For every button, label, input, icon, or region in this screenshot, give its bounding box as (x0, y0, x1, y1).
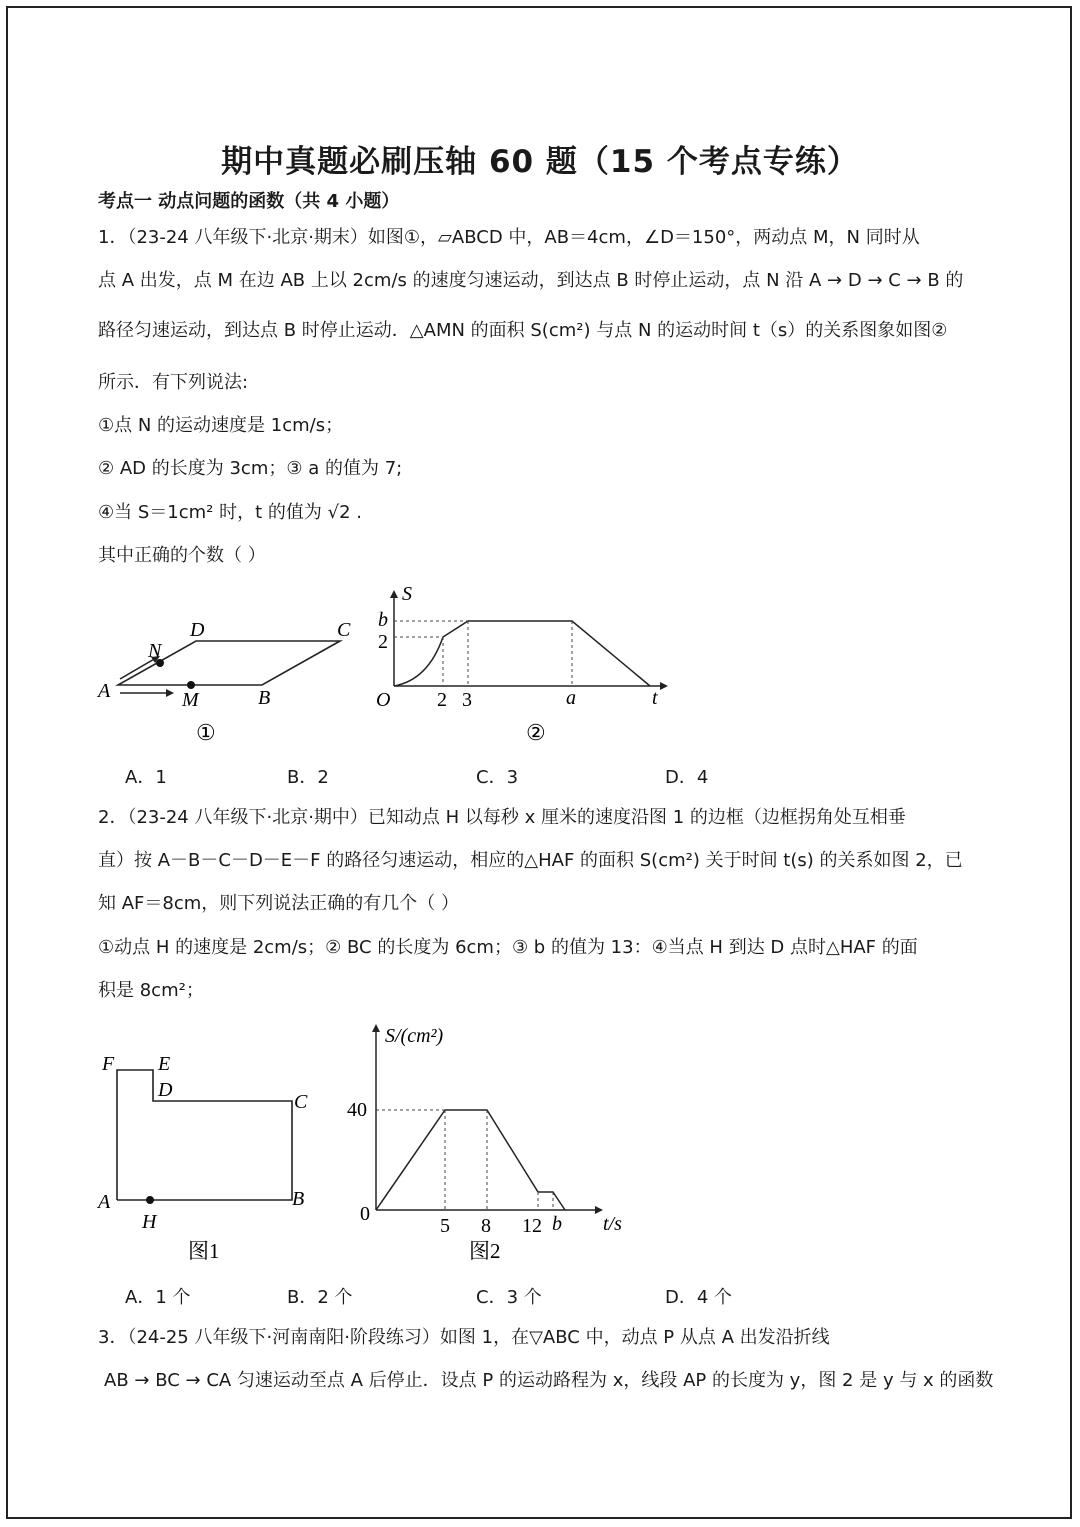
q2-option-c[interactable]: C．3 个 (476, 1287, 542, 1308)
q1-figure-1 (90, 600, 370, 750)
svg-text:C: C (294, 1091, 308, 1113)
svg-text:5: 5 (440, 1215, 450, 1237)
svg-text:E: E (158, 1053, 171, 1075)
caption-2: ② (526, 720, 546, 745)
q2-option-d[interactable]: D．4 个 (665, 1287, 733, 1308)
svg-text:2: 2 (378, 631, 388, 653)
point-h (146, 1196, 154, 1204)
q1-prompt: 其中正确的个数（ ） (98, 545, 266, 566)
svg-text:0: 0 (360, 1203, 370, 1225)
q1-line-4: 所示．有下列说法: (98, 372, 249, 393)
q1-figure-2 (368, 580, 688, 750)
frame-path (117, 1070, 292, 1200)
svg-text:F: F (102, 1053, 115, 1075)
svg-text:a: a (566, 687, 576, 709)
svg-text:12: 12 (522, 1215, 542, 1237)
page-title: 期中真题必刷压轴 60 题（15 个考点专练） (221, 144, 859, 180)
svg-text:8: 8 (481, 1215, 491, 1237)
svg-text:S/(cm²): S/(cm²) (385, 1025, 444, 1047)
q1-option-c[interactable]: C．3 (476, 767, 519, 788)
svg-text:t: t (652, 687, 658, 709)
svg-text:2: 2 (437, 689, 447, 711)
q2-line-5: 积是 8cm²； (98, 980, 204, 1001)
q1-line-3: 路径匀速运动，到达点 B 时停止运动．△AMN 的面积 S(cm²) 与点 N 的运动时间 t（s）的关系图象如图② (98, 320, 948, 341)
q1-option-d[interactable]: D．4 (665, 767, 709, 788)
point-m (187, 681, 195, 689)
svg-text:t/s: t/s (603, 1213, 622, 1235)
q1-option-b[interactable]: B．2 (287, 767, 329, 788)
q2-line-3: 知 AF＝8cm，则下列说法正确的有几个（ ） (98, 893, 459, 914)
q2-line-2: 直）按 A－B－C－D－E－F 的路径匀速运动，相应的△HAF 的面积 S(cm²) 关于时间 t(s) 的关系如图 2，已 (98, 850, 963, 871)
q3-line-2: AB → BC → CA 匀速运动至点 A 后停止．设点 P 的运动路程为 x，线段 AP 的长度为 y，图 2 是 y 与 x 的函数 (104, 1370, 994, 1391)
q1-line-1: 1．（23-24 八年级下·北京·期末）如图①，▱ABCD 中，AB＝4cm，∠D＝150°，两动点 M，N 同时从 (98, 227, 920, 248)
q1-statement-4: ④当 S＝1cm² 时，t 的值为 √2 . (98, 502, 362, 523)
label-n: N (148, 640, 162, 662)
svg-text:D: D (158, 1079, 173, 1101)
svg-text:O: O (376, 689, 391, 711)
q1-statement-1: ①点 N 的运动速度是 1cm/s； (98, 415, 344, 436)
svg-text:A: A (98, 1191, 111, 1213)
svg-text:3: 3 (462, 689, 472, 711)
q2-line-4: ①动点 H 的速度是 2cm/s；② BC 的长度为 6cm；③ b 的值为 13：④当点 H 到达 D 点时△HAF 的面 (98, 937, 918, 958)
q2-option-a[interactable]: A．1 个 (125, 1287, 191, 1308)
svg-text:H: H (142, 1211, 157, 1233)
label-m: M (182, 689, 199, 711)
svg-text:b: b (552, 1213, 562, 1235)
q2-option-b[interactable]: B．2 个 (287, 1287, 353, 1308)
caption-fig1: 图1 (188, 1239, 220, 1263)
svg-text:B: B (292, 1188, 305, 1210)
caption-1: ① (196, 720, 216, 745)
label-b: B (258, 687, 271, 709)
q1-line-2: 点 A 出发，点 M 在边 AB 上以 2cm/s 的速度匀速运动，到达点 B 时停止运动，点 N 沿 A → D → C → B 的 (98, 270, 964, 291)
q1-option-a[interactable]: A．1 (125, 767, 167, 788)
label-a: A (98, 680, 111, 702)
q2-line-1: 2．（23-24 八年级下·北京·期中）已知动点 H 以每秒 x 厘米的速度沿图 1 的边框（边框拐角处互相垂 (98, 807, 906, 828)
section-heading: 考点一 动点问题的函数（共 4 小题） (98, 191, 400, 212)
label-d: D (190, 619, 205, 641)
svg-text:40: 40 (347, 1099, 367, 1121)
caption-fig2: 图2 (469, 1239, 501, 1263)
label-c: C (337, 619, 351, 641)
q3-line-1: 3．（24-25 八年级下·河南南阳·阶段练习）如图 1，在▽ABC 中，动点 P 从点 A 出发沿折线 (98, 1327, 830, 1348)
q1-statement-2-3: ② AD 的长度为 3cm；③ a 的值为 7; (98, 458, 403, 479)
q2-figure-1 (92, 1045, 332, 1270)
svg-text:b: b (378, 609, 388, 631)
svg-text:S: S (402, 583, 412, 605)
q2-figure-2 (345, 1018, 645, 1273)
